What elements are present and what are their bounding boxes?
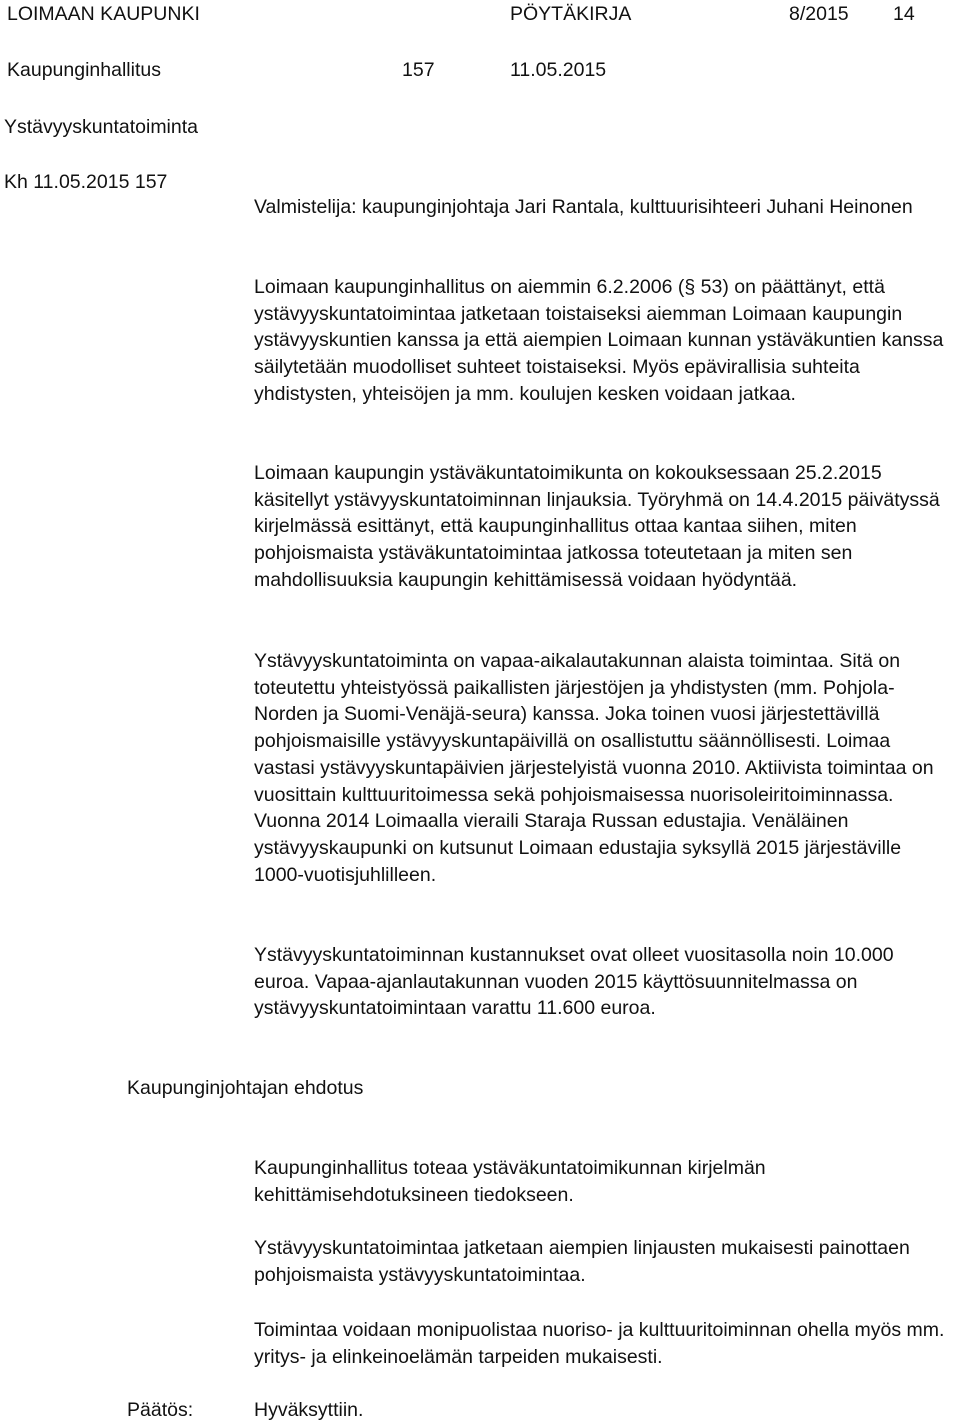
header-section-number: 157 [402, 59, 435, 81]
reference-line [4, 173, 167, 193]
ref-body: Kh [4, 171, 28, 193]
body-paragraph-3: Ystävyyskuntatoiminta on vapaa-aikalautakunnan alaista toimintaa. Sitä on toteutettu yhteistyössä paikallisten järjestöjen ja yhdistysten (mm. Pohjola-Norden ja Suomi-Venäjä-seura) kanssa. Joka toinen vuosi järjestettävillä pohjoismaisille ystävyyskuntapäivillä on osallistuttu säännöllisesti. Loimaa vastasi ystävyyskuntapäivien järjestelyistä vuonna 2010. Aktiivista toimintaa on vuosittain kulttuuritoimessa sekä pohjoismaisessa nuorisoleiritoiminnassa. Vuonna 2014 Loimaalla vieraili Staraja Russan edustajia. Venäläinen ystävyyskaupunki on kutsunut Loimaan edustajia syksyllä 2015 järjestäville 1000-vuotisjuhlilleen. [254, 650, 934, 886]
decision-label: Päätös: [127, 1399, 194, 1421]
body-paragraph-1: Loimaan kaupunginhallitus on aiemmin 6.2.2006 (§ 53) on päättänyt, että ystävyyskuntatoimintaa jatketaan toistaiseksi aiemman Loimaan kaupungin ystävyyskuntien kanssa ja että aiempien Loimaan kunnan ystäväkuntien kanssa säilytetään muodolliset suhteet toistaiseksi. Myös epävirallisia suhteita yhdistysten, yhteisöjen ja mm. koulujen kesken voidaan jatkaa. [254, 276, 944, 405]
header-doc-type: PÖYTÄKIRJA [510, 3, 632, 25]
ref-number: 157 [134, 171, 168, 193]
header-org: LOIMAAN KAUPUNKI [7, 3, 200, 25]
section-title: Ystävyyskuntatoiminta [4, 116, 199, 138]
header-doc-number: 8/2015 [789, 3, 849, 25]
proposal-paragraph-3: Toimintaa voidaan monipuolistaa nuoriso- ja kulttuuritoiminnan ohella myös mm. yritys- ja elinkeinoelämän tarpeiden mukaisesti. [254, 1319, 945, 1368]
decision-text: Hyväksyttiin. [254, 1399, 364, 1421]
proposal-paragraph-2: Ystävyyskuntatoimintaa jatketaan aiempien linjausten mukaisesti painottaen pohjoismaista ystävyyskuntatoimintaa. [254, 1237, 910, 1286]
proposal-paragraph-1: Kaupunginhallitus toteaa ystäväkuntatoimikunnan kirjelmän kehittämisehdotuksineen tiedokseen. [254, 1157, 766, 1206]
body-paragraph-2: Loimaan kaupungin ystäväkuntatoimikunta on kokouksessaan 25.2.2015 käsitellyt ystävyyskuntatoiminnan linjauksia. Työryhmä on 14.4.2015 päivätyssä kirjelmässä esittänyt, että kaupunginhallitus ottaa kantaa siihen, miten pohjoismaista ystäväkuntatoimintaa jatkossa toteutetaan ja miten sen mahdollisuuksia kaupungin kehittämisessä voidaan hyödyntää. [254, 462, 940, 591]
ref-date: 11.05.2015 [33, 171, 130, 193]
proposal-label: Kaupunginjohtajan ehdotus [127, 1077, 364, 1099]
preparer: Valmistelija: kaupunginjohtaja Jari Rantala, kulttuurisihteeri Juhani Heinonen [254, 196, 913, 218]
header-body-name: Kaupunginhallitus [7, 59, 161, 81]
body-paragraph-4: Ystävyyskuntatoiminnan kustannukset ovat olleet vuositasolla noin 10.000 euroa. Vapaa-ajanlautakunnan vuoden 2015 käyttösuunnitelmassa on ystävyyskuntatoimintaan varattu 11.600 euroa. [254, 944, 894, 1020]
header-date: 11.05.2015 [510, 59, 607, 81]
header-page-number: 14 [893, 3, 915, 25]
